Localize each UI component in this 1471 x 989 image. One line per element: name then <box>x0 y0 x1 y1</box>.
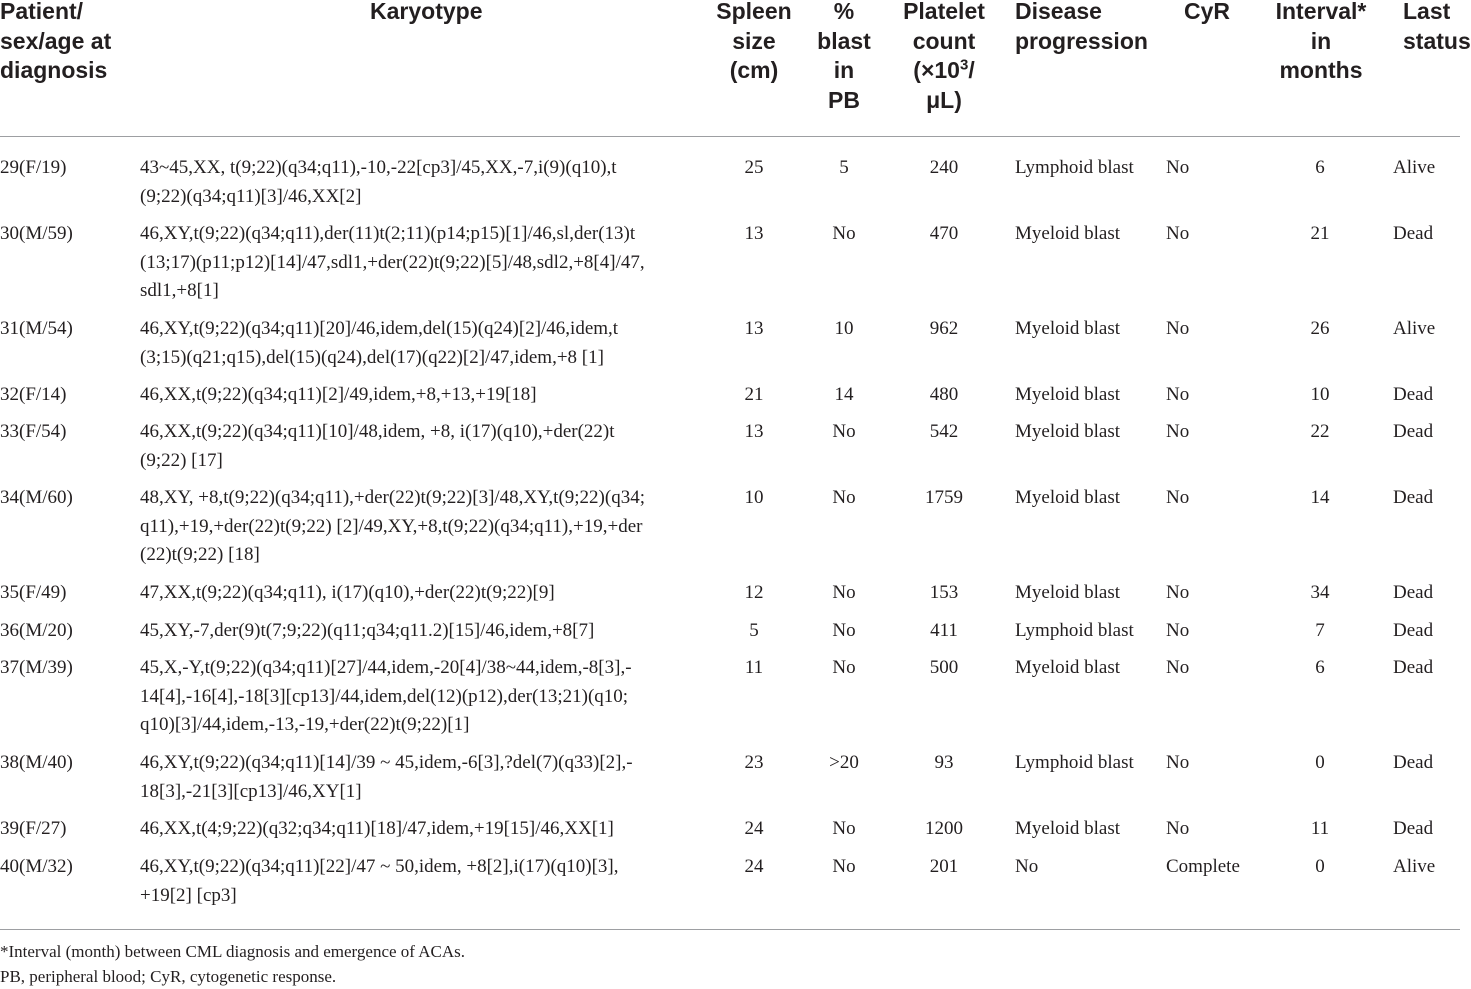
table-header-row <box>0 0 1471 136</box>
karyotype-line: 18[3],-21[3][cp13]/46,XY[1] <box>140 780 362 802</box>
cell-blast-pb: No <box>832 421 856 442</box>
cell-karyotype <box>140 418 615 475</box>
cell-last-status: Dead <box>1393 818 1434 839</box>
cell-platelet-count: 411 <box>930 620 958 641</box>
cell-interval: 10 <box>1310 384 1330 405</box>
cell-cyr: No <box>1166 582 1190 603</box>
cell-last-status: Dead <box>1393 421 1434 442</box>
cell-spleen-size: 24 <box>744 818 764 839</box>
cell-last-status: Dead <box>1393 223 1434 244</box>
karyotype-line: (22)t(9;22) [18] <box>140 544 260 565</box>
cell-karyotype <box>140 154 617 211</box>
cell-blast-pb: 10 <box>834 318 854 339</box>
cell-patient: 39(F/27) <box>0 818 67 839</box>
cell-karyotype <box>140 315 618 372</box>
cell-interval: 34 <box>1310 582 1330 603</box>
cell-blast-pb: 5 <box>839 157 849 178</box>
cell-patient: 33(F/54) <box>0 421 67 442</box>
karyotype-line: (13;17)(p11;p12)[14]/47,sdl1,+der(22)t(9;22)[5]/48,sdl2,+8[4]/47, <box>140 251 645 273</box>
header-platelet-count: Platelet count ($\times 10^3/$ μL) <box>903 0 985 113</box>
cell-platelet-count: 470 <box>929 223 959 244</box>
cell-patient: 32(F/14) <box>0 384 67 405</box>
cell-blast-pb: No <box>832 818 856 839</box>
karyotype-line: 46,XX,t(9;22)(q34;q11)[2]/49,idem,+8,+13,+19[18] <box>140 384 537 405</box>
karyotype-line: 43~45,XX, t(9;22)(q34;q11),-10,-22[cp3]/45,XX,-7,i(9)(q10),t <box>140 157 617 178</box>
header-last-status: Last status <box>1403 0 1471 54</box>
cell-platelet-count: 480 <box>929 384 959 405</box>
cell-disease-progression: Myeloid blast <box>1015 487 1121 508</box>
karyotype-line: sdl1,+8[1] <box>140 280 219 301</box>
cell-spleen-size: 23 <box>744 752 764 773</box>
cell-platelet-count: 962 <box>929 318 959 339</box>
cell-blast-pb: No <box>832 856 856 877</box>
cell-patient: 40(M/32) <box>0 856 73 877</box>
cell-patient: 37(M/39) <box>0 657 73 678</box>
karyotype-line: 46,XY,t(9;22)(q34;q11)[14]/39 ~ 45,idem,-6[3],?del(7)(q33)[2],- <box>140 752 633 773</box>
cell-patient: 36(M/20) <box>0 620 73 641</box>
cell-interval: 7 <box>1315 620 1325 641</box>
cell-last-status: Dead <box>1393 620 1434 641</box>
cell-karyotype <box>140 579 555 608</box>
cell-disease-progression: Myeloid blast <box>1015 223 1121 244</box>
cell-last-status: Alive <box>1393 856 1436 877</box>
cell-karyotype <box>140 815 614 844</box>
cell-platelet-count: 1759 <box>925 487 963 508</box>
cell-cyr: No <box>1166 487 1190 508</box>
cell-patient: 34(M/60) <box>0 487 73 508</box>
cell-last-status: Dead <box>1393 384 1434 405</box>
cell-karyotype <box>140 749 633 806</box>
cell-disease-progression: Myeloid blast <box>1015 421 1121 442</box>
cell-patient: 35(F/49) <box>0 582 67 603</box>
cell-cyr: No <box>1166 818 1190 839</box>
cell-patient: 29(F/19) <box>0 157 67 178</box>
cell-last-status: Alive <box>1393 318 1436 339</box>
karyotype-line: (9;22) [17] <box>140 449 223 471</box>
karyotype-line: 46,XX,t(4;9;22)(q32;q34;q11)[18]/47,idem,+19[15]/46,XX[1] <box>140 818 614 839</box>
cell-interval: 14 <box>1310 487 1330 508</box>
cell-karyotype <box>140 381 537 410</box>
cell-platelet-count: 93 <box>934 752 954 773</box>
cell-disease-progression: Lymphoid blast <box>1015 752 1134 773</box>
cell-disease-progression: No <box>1015 856 1039 877</box>
cell-blast-pb: 14 <box>834 384 854 405</box>
header-cyr: CyR <box>1184 0 1231 24</box>
cell-disease-progression: Myeloid blast <box>1015 384 1121 405</box>
cell-spleen-size: 11 <box>744 657 764 678</box>
header-karyotype: Karyotype <box>370 0 483 24</box>
cell-disease-progression: Myeloid blast <box>1015 318 1121 339</box>
cell-platelet-count: 201 <box>929 856 959 877</box>
cell-patient: 31(M/54) <box>0 318 73 339</box>
karyotype-line: 46,XY,t(9;22)(q34;q11)[22]/47 ~ 50,idem, +8[2],i(17)(q10)[3], <box>140 856 619 877</box>
karyotype-line: (9;22)(q34;q11)[3]/46,XX[2] <box>140 185 362 207</box>
karyotype-line: +19[2] [cp3] <box>140 884 237 906</box>
table-bottom-rule <box>0 929 1460 930</box>
cell-spleen-size: 13 <box>744 318 764 339</box>
cell-last-status: Dead <box>1393 487 1434 508</box>
karyotype-line: 46,XY,t(9;22)(q34;q11)[20]/46,idem,del(15)(q24)[2]/46,idem,t <box>140 318 619 339</box>
cell-cyr: No <box>1166 384 1190 405</box>
cell-disease-progression: Lymphoid blast <box>1015 157 1134 178</box>
cell-blast-pb: No <box>832 657 856 678</box>
footnote-abbreviations: PB, peripheral blood; CyR, cytogenetic response. <box>0 967 337 986</box>
cell-cyr: No <box>1166 752 1190 773</box>
cell-spleen-size: 24 <box>744 856 764 877</box>
cell-cyr: No <box>1166 223 1190 244</box>
karyotype-line: q11),+19,+der(22)t(9;22) [2]/49,XY,+8,t(9;22)(q34;q11),+19,+der <box>140 515 643 537</box>
cell-blast-pb: No <box>832 223 856 244</box>
karyotype-line: 14[4],-16[4],-18[3][cp13]/44,idem,del(12)(p12),der(13;21)(q10; <box>140 685 629 707</box>
cell-spleen-size: 12 <box>744 582 764 603</box>
karyotype-line: 46,XX,t(9;22)(q34;q11)[10]/48,idem, +8, i(17)(q10),+der(22)t <box>140 421 615 442</box>
cell-spleen-size: 25 <box>744 157 764 178</box>
karyotype-line: (3;15)(q21;q15),del(15)(q24),del(17)(q22)[2]/47,idem,+8 [1] <box>140 346 604 368</box>
cell-last-status: Dead <box>1393 657 1434 678</box>
cell-last-status: Alive <box>1393 157 1436 178</box>
cell-interval: 0 <box>1315 752 1325 773</box>
cell-interval: 6 <box>1315 657 1325 678</box>
cell-interval: 6 <box>1315 157 1325 178</box>
karyotype-line: q10)[3]/44,idem,-13,-19,+der(22)t(9;22)[1] <box>140 714 470 735</box>
cell-patient: 38(M/40) <box>0 752 73 773</box>
cell-platelet-count: 1200 <box>925 818 963 839</box>
cell-platelet-count: 153 <box>929 582 959 603</box>
karyotype-line: 46,XY,t(9;22)(q34;q11),der(11)t(2;11)(p14;p15)[1]/46,sl,der(13)t <box>140 223 636 244</box>
cell-interval: 0 <box>1315 856 1325 877</box>
cell-cyr: No <box>1166 157 1190 178</box>
cell-spleen-size: 13 <box>744 223 764 244</box>
header-patient: Patient/ sex/age at diagnosis <box>0 0 112 83</box>
karyotype-line: 47,XX,t(9;22)(q34;q11), i(17)(q10),+der(22)t(9;22)[9] <box>140 582 555 603</box>
cell-cyr: Complete <box>1166 856 1240 877</box>
header-rule <box>0 136 1460 137</box>
cell-interval: 26 <box>1310 318 1330 339</box>
cell-last-status: Dead <box>1393 582 1434 603</box>
cell-karyotype <box>140 220 645 306</box>
cell-interval: 22 <box>1310 421 1330 442</box>
cell-disease-progression: Myeloid blast <box>1015 818 1121 839</box>
cell-karyotype <box>140 654 632 740</box>
cell-disease-progression: Myeloid blast <box>1015 657 1121 678</box>
karyotype-line: 45,XY,-7,der(9)t(7;9;22)(q11;q34;q11.2)[15]/46,idem,+8[7] <box>140 620 595 641</box>
header-blast-pb: % blast in PB <box>817 0 871 113</box>
cell-spleen-size: 5 <box>749 620 759 641</box>
cell-karyotype <box>140 853 619 910</box>
cell-blast-pb: No <box>832 487 856 508</box>
cell-disease-progression: Myeloid blast <box>1015 582 1121 603</box>
cell-interval: 11 <box>1310 818 1330 839</box>
cell-spleen-size: 13 <box>744 421 764 442</box>
karyotype-line: 45,X,-Y,t(9;22)(q34;q11)[27]/44,idem,-20[4]/38~44,idem,-8[3],- <box>140 657 632 678</box>
cell-platelet-count: 500 <box>929 657 959 678</box>
cell-cyr: No <box>1166 318 1190 339</box>
cell-blast-pb: No <box>832 620 856 641</box>
cell-cyr: No <box>1166 657 1190 678</box>
cell-spleen-size: 10 <box>744 487 764 508</box>
cell-blast-pb: No <box>832 582 856 603</box>
cell-karyotype <box>140 617 594 646</box>
footnote-interval: *Interval (month) between CML diagnosis and emergence of ACAs. <box>0 942 466 961</box>
cell-interval: 21 <box>1310 223 1330 244</box>
karyotype-line: 48,XY, +8,t(9;22)(q34;q11),+der(22)t(9;22)[3]/48,XY,t(9;22)(q34; <box>140 487 645 508</box>
cell-blast-pb: >20 <box>829 752 859 773</box>
header-spleen-size: Spleen size (cm) <box>716 0 792 83</box>
cell-karyotype <box>140 484 645 570</box>
cell-last-status: Dead <box>1393 752 1434 773</box>
header-interval: Interval* in months <box>1275 0 1367 83</box>
cell-spleen-size: 21 <box>744 384 764 405</box>
cell-cyr: No <box>1166 620 1190 641</box>
cell-platelet-count: 240 <box>929 157 959 178</box>
cell-patient: 30(M/59) <box>0 223 73 244</box>
cell-cyr: No <box>1166 421 1190 442</box>
header-disease-progression: Disease progression <box>1015 0 1148 54</box>
cell-platelet-count: 542 <box>929 421 959 442</box>
cell-disease-progression: Lymphoid blast <box>1015 620 1134 641</box>
